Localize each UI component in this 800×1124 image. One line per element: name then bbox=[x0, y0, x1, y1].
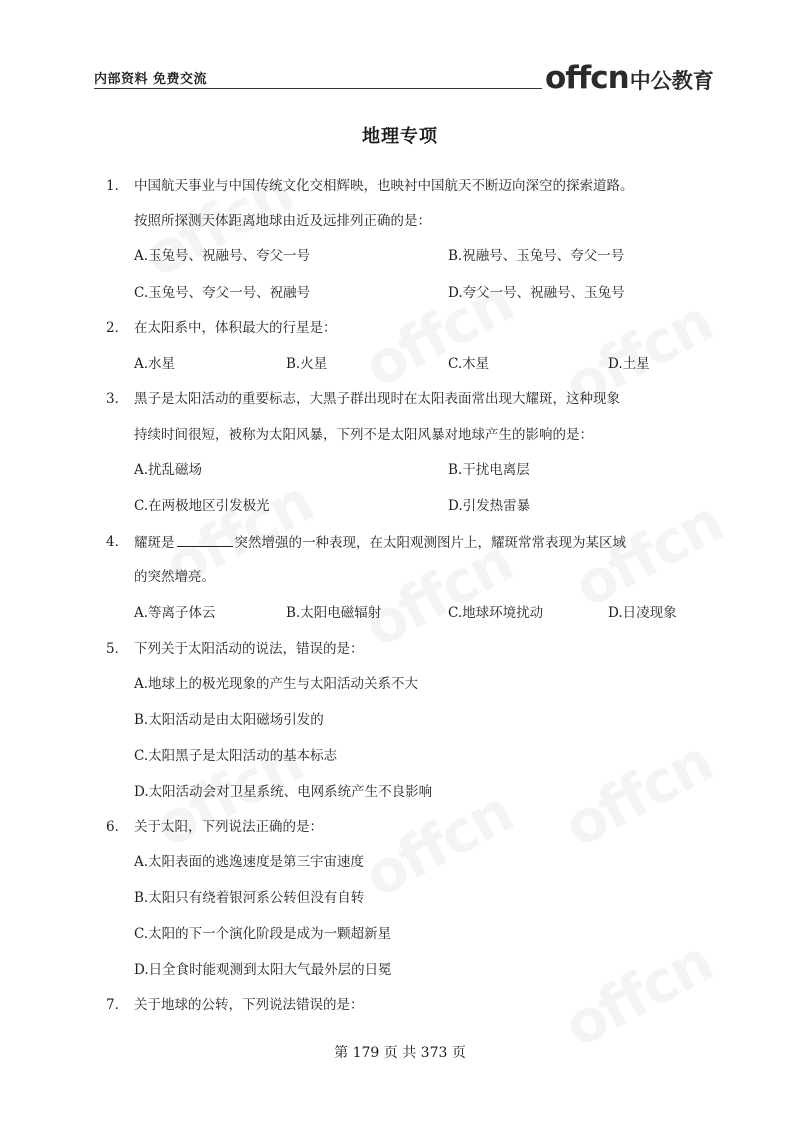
watermark-10 bbox=[553, 927, 723, 1060]
option-c: C.在两极地区引发极光 bbox=[134, 498, 270, 514]
logo-text-cn: 中公教育 bbox=[629, 69, 714, 93]
question-number: 4． bbox=[106, 534, 129, 550]
watermark-6 bbox=[563, 487, 733, 620]
question-text: 持续时间很短，被称为太阳风暴，下列不是太阳风暴对地球产生的影响的是： bbox=[134, 427, 593, 443]
option-a: A.玉兔号、祝融号、夸父一号 bbox=[134, 248, 311, 264]
question-number: 1． bbox=[106, 178, 129, 194]
option-b: B.太阳电磁辐射 bbox=[286, 605, 382, 621]
logo-text-en: offcn bbox=[545, 60, 629, 96]
option-b: B.太阳活动是由太阳磁场引发的 bbox=[134, 712, 324, 728]
question-text bbox=[134, 532, 626, 553]
option-d: D.土星 bbox=[608, 356, 650, 372]
question-text-part: 耀斑是 bbox=[134, 535, 175, 551]
question-text: 按照所探测天体距离地球由近及远排列正确的是： bbox=[134, 213, 431, 229]
page-footer: 第 179 页 共 373 页 bbox=[334, 1045, 466, 1061]
question-number: 5． bbox=[106, 641, 129, 657]
option-a: A.太阳表面的逃逸速度是第三宇宙速度 bbox=[134, 854, 365, 870]
option-d: D.日凌现象 bbox=[608, 605, 677, 621]
option-b: B.火星 bbox=[286, 356, 328, 372]
option-d: D.日全食时能观测到太阳大气最外层的日冕 bbox=[134, 962, 392, 978]
header-label: 内部资料 免费交流 bbox=[94, 72, 208, 87]
option-c: C.玉兔号、夸父一号、祝融号 bbox=[134, 285, 311, 301]
question-text: 关于太阳，下列说法正确的是： bbox=[134, 819, 323, 835]
question-text: 的突然增亮。 bbox=[134, 569, 215, 585]
option-a: A.等离子体云 bbox=[134, 605, 216, 621]
option-a: A.地球上的极光现象的产生与太阳活动关系不大 bbox=[134, 676, 419, 692]
option-d: D.夸父一号、祝融号、玉兔号 bbox=[448, 285, 625, 301]
offcn-logo bbox=[545, 60, 714, 96]
option-d: D.引发热雷暴 bbox=[448, 498, 531, 514]
option-c: C.地球环境扰动 bbox=[448, 605, 544, 621]
page-title: 地理专项 bbox=[362, 126, 438, 147]
option-b: B.祝融号、玉兔号、夸父一号 bbox=[448, 248, 625, 264]
question-text: 中国航天事业与中国传统文化交相辉映，也映衬中国航天不断迈向深空的探索道路。 bbox=[134, 178, 634, 194]
question-text: 下列关于太阳活动的说法，错误的是： bbox=[134, 641, 364, 657]
option-b: B.太阳只有绕着银河系公转但没有自转 bbox=[134, 890, 365, 906]
question-text: 关于地球的公转，下列说法错误的是： bbox=[134, 997, 364, 1013]
header-divider bbox=[94, 88, 542, 89]
option-a: A.扰乱磁场 bbox=[134, 462, 203, 478]
question-number: 7． bbox=[106, 997, 129, 1013]
watermark-9 bbox=[553, 727, 723, 860]
option-d: D.太阳活动会对卫星系统、电网系统产生不良影响 bbox=[134, 784, 433, 800]
option-b: B.干扰电离层 bbox=[448, 462, 530, 478]
question-number: 6． bbox=[106, 819, 129, 835]
question-text-part: 突然增强的一种表现，在太阳观测图片上，耀斑常常表现为某区域 bbox=[234, 535, 626, 551]
option-a: A.水星 bbox=[134, 356, 176, 372]
fill-blank bbox=[177, 532, 233, 547]
question-number: 2． bbox=[106, 320, 129, 336]
option-c: C.木星 bbox=[448, 356, 490, 372]
option-c: C.太阳的下一个演化阶段是成为一颗超新星 bbox=[134, 926, 392, 942]
option-c: C.太阳黑子是太阳活动的基本标志 bbox=[134, 748, 338, 764]
question-number: 3． bbox=[106, 391, 129, 407]
question-text: 在太阳系中，体积最大的行星是： bbox=[134, 320, 337, 336]
question-text: 黑子是太阳活动的重要标志，大黑子群出现时在太阳表面常出现大耀斑，这种现象 bbox=[134, 391, 620, 407]
